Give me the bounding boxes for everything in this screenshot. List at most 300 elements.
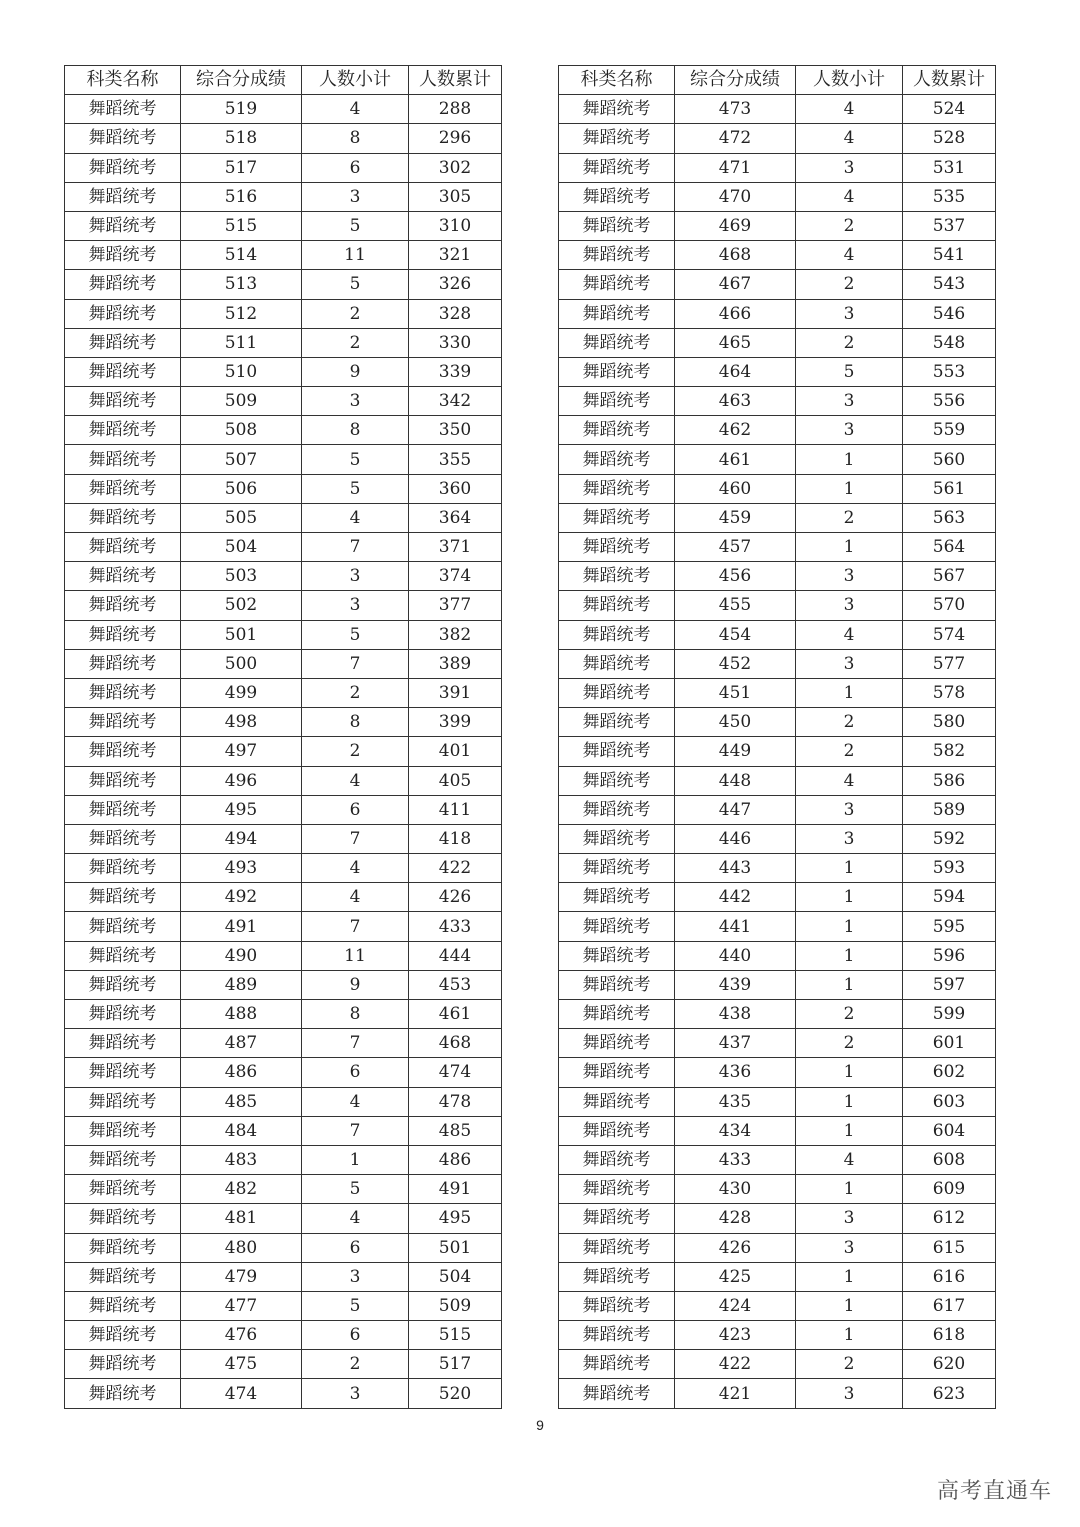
table-row xyxy=(559,1233,996,1262)
table-row xyxy=(65,591,502,620)
cell-category: 舞蹈统考 xyxy=(65,1204,181,1233)
cell-category: 舞蹈统考 xyxy=(559,124,675,153)
cell-count: 1 xyxy=(796,1175,903,1204)
cell-cumulative: 574 xyxy=(903,620,996,649)
cell-category: 舞蹈统考 xyxy=(559,737,675,766)
cell-count: 3 xyxy=(796,416,903,445)
table-row xyxy=(65,445,502,474)
cell-count: 4 xyxy=(302,766,409,795)
cell-count: 1 xyxy=(796,1291,903,1320)
cell-category: 舞蹈统考 xyxy=(65,1116,181,1145)
cell-score: 439 xyxy=(675,970,796,999)
cell-category: 舞蹈统考 xyxy=(65,591,181,620)
cell-category: 舞蹈统考 xyxy=(65,620,181,649)
cell-score: 510 xyxy=(181,357,302,386)
cell-score: 430 xyxy=(675,1175,796,1204)
cell-category: 舞蹈统考 xyxy=(65,1087,181,1116)
cell-count: 3 xyxy=(796,562,903,591)
cell-count: 3 xyxy=(796,299,903,328)
table-row xyxy=(559,416,996,445)
table-row xyxy=(65,649,502,678)
cell-category: 舞蹈统考 xyxy=(65,1291,181,1320)
cell-cumulative: 468 xyxy=(409,1029,502,1058)
table-row xyxy=(65,95,502,124)
cell-score: 437 xyxy=(675,1029,796,1058)
cell-cumulative: 355 xyxy=(409,445,502,474)
cell-score: 426 xyxy=(675,1233,796,1262)
cell-score: 517 xyxy=(181,153,302,182)
cell-category: 舞蹈统考 xyxy=(65,182,181,211)
cell-count: 1 xyxy=(796,1262,903,1291)
table-row xyxy=(559,1087,996,1116)
cell-count: 3 xyxy=(302,1379,409,1408)
cell-score: 515 xyxy=(181,211,302,240)
cell-score: 481 xyxy=(181,1204,302,1233)
cell-count: 4 xyxy=(796,124,903,153)
cell-count: 2 xyxy=(796,1350,903,1379)
cell-score: 503 xyxy=(181,562,302,591)
header-cumulative: 人数累计 xyxy=(409,66,502,95)
table-row xyxy=(559,1000,996,1029)
table-row xyxy=(559,153,996,182)
cell-category: 舞蹈统考 xyxy=(559,1116,675,1145)
cell-score: 487 xyxy=(181,1029,302,1058)
cell-cumulative: 618 xyxy=(903,1321,996,1350)
cell-count: 1 xyxy=(796,1087,903,1116)
cell-score: 462 xyxy=(675,416,796,445)
cell-count: 4 xyxy=(796,182,903,211)
cell-count: 2 xyxy=(796,503,903,532)
cell-count: 6 xyxy=(302,1321,409,1350)
table-header-row xyxy=(559,66,996,95)
cell-score: 456 xyxy=(675,562,796,591)
cell-category: 舞蹈统考 xyxy=(65,941,181,970)
cell-cumulative: 296 xyxy=(409,124,502,153)
cell-cumulative: 593 xyxy=(903,854,996,883)
cell-count: 4 xyxy=(302,95,409,124)
cell-category: 舞蹈统考 xyxy=(559,591,675,620)
cell-count: 2 xyxy=(302,678,409,707)
cell-cumulative: 342 xyxy=(409,387,502,416)
cell-count: 4 xyxy=(796,766,903,795)
cell-score: 464 xyxy=(675,357,796,386)
cell-count: 1 xyxy=(796,474,903,503)
cell-category: 舞蹈统考 xyxy=(65,1350,181,1379)
table-row xyxy=(559,795,996,824)
cell-count: 2 xyxy=(796,708,903,737)
cell-score: 519 xyxy=(181,95,302,124)
table-row xyxy=(559,211,996,240)
cell-category: 舞蹈统考 xyxy=(559,357,675,386)
cell-score: 448 xyxy=(675,766,796,795)
cell-cumulative: 586 xyxy=(903,766,996,795)
cell-category: 舞蹈统考 xyxy=(65,241,181,270)
cell-count: 5 xyxy=(302,445,409,474)
table-row xyxy=(559,124,996,153)
table-row xyxy=(559,1175,996,1204)
cell-category: 舞蹈统考 xyxy=(65,416,181,445)
table-body-right xyxy=(559,95,996,1408)
table-row xyxy=(559,591,996,620)
cell-score: 460 xyxy=(675,474,796,503)
cell-score: 474 xyxy=(181,1379,302,1408)
cell-cumulative: 478 xyxy=(409,1087,502,1116)
cell-count: 3 xyxy=(302,1262,409,1291)
cell-category: 舞蹈统考 xyxy=(65,357,181,386)
cell-score: 491 xyxy=(181,912,302,941)
cell-score: 454 xyxy=(675,620,796,649)
table-row xyxy=(559,387,996,416)
cell-category: 舞蹈统考 xyxy=(559,1058,675,1087)
cell-cumulative: 321 xyxy=(409,241,502,270)
table-row xyxy=(65,1291,502,1320)
cell-cumulative: 524 xyxy=(903,95,996,124)
cell-count: 9 xyxy=(302,970,409,999)
cell-score: 508 xyxy=(181,416,302,445)
cell-category: 舞蹈统考 xyxy=(559,182,675,211)
cell-category: 舞蹈统考 xyxy=(559,299,675,328)
cell-score: 486 xyxy=(181,1058,302,1087)
cell-cumulative: 609 xyxy=(903,1175,996,1204)
cell-count: 5 xyxy=(302,474,409,503)
table-row xyxy=(65,1058,502,1087)
cell-score: 472 xyxy=(675,124,796,153)
table-row xyxy=(559,1204,996,1233)
cell-count: 7 xyxy=(302,649,409,678)
cell-cumulative: 405 xyxy=(409,766,502,795)
cell-cumulative: 589 xyxy=(903,795,996,824)
cell-category: 舞蹈统考 xyxy=(65,211,181,240)
table-row xyxy=(559,182,996,211)
cell-count: 3 xyxy=(796,1204,903,1233)
cell-score: 465 xyxy=(675,328,796,357)
cell-category: 舞蹈统考 xyxy=(559,970,675,999)
cell-count: 2 xyxy=(302,1350,409,1379)
table-row xyxy=(65,1262,502,1291)
header-score: 综合分成绩 xyxy=(675,66,796,95)
cell-cumulative: 515 xyxy=(409,1321,502,1350)
cell-category: 舞蹈统考 xyxy=(559,95,675,124)
cell-count: 3 xyxy=(796,591,903,620)
table-row xyxy=(559,1379,996,1408)
cell-category: 舞蹈统考 xyxy=(65,912,181,941)
cell-count: 7 xyxy=(302,1029,409,1058)
cell-score: 506 xyxy=(181,474,302,503)
table-row xyxy=(559,1116,996,1145)
cell-score: 438 xyxy=(675,1000,796,1029)
cell-category: 舞蹈统考 xyxy=(559,708,675,737)
cell-cumulative: 364 xyxy=(409,503,502,532)
cell-category: 舞蹈统考 xyxy=(65,854,181,883)
cell-score: 476 xyxy=(181,1321,302,1350)
cell-category: 舞蹈统考 xyxy=(65,737,181,766)
table-row xyxy=(559,708,996,737)
cell-score: 475 xyxy=(181,1350,302,1379)
table-row xyxy=(559,1321,996,1350)
cell-cumulative: 620 xyxy=(903,1350,996,1379)
table-row xyxy=(559,678,996,707)
cell-score: 513 xyxy=(181,270,302,299)
table-row xyxy=(65,1116,502,1145)
cell-cumulative: 288 xyxy=(409,95,502,124)
cell-score: 421 xyxy=(675,1379,796,1408)
table-row xyxy=(65,766,502,795)
cell-cumulative: 418 xyxy=(409,824,502,853)
cell-score: 441 xyxy=(675,912,796,941)
table-row xyxy=(65,970,502,999)
cell-count: 2 xyxy=(302,328,409,357)
cell-count: 4 xyxy=(302,883,409,912)
cell-category: 舞蹈统考 xyxy=(65,445,181,474)
cell-score: 455 xyxy=(675,591,796,620)
cell-count: 11 xyxy=(302,241,409,270)
cell-cumulative: 360 xyxy=(409,474,502,503)
cell-cumulative: 310 xyxy=(409,211,502,240)
table-row xyxy=(65,153,502,182)
cell-score: 490 xyxy=(181,941,302,970)
cell-score: 442 xyxy=(675,883,796,912)
table-row xyxy=(65,241,502,270)
table-row xyxy=(65,883,502,912)
cell-score: 512 xyxy=(181,299,302,328)
cell-score: 435 xyxy=(675,1087,796,1116)
cell-score: 449 xyxy=(675,737,796,766)
cell-count: 2 xyxy=(796,328,903,357)
cell-cumulative: 517 xyxy=(409,1350,502,1379)
table-row xyxy=(559,883,996,912)
cell-count: 2 xyxy=(796,1029,903,1058)
cell-cumulative: 567 xyxy=(903,562,996,591)
table-row xyxy=(559,562,996,591)
table-row xyxy=(65,328,502,357)
cell-count: 1 xyxy=(796,1116,903,1145)
cell-count: 3 xyxy=(302,591,409,620)
cell-category: 舞蹈统考 xyxy=(559,883,675,912)
table-row xyxy=(559,503,996,532)
cell-cumulative: 535 xyxy=(903,182,996,211)
table-row xyxy=(559,912,996,941)
table-row xyxy=(65,912,502,941)
cell-score: 482 xyxy=(181,1175,302,1204)
table-row xyxy=(65,357,502,386)
cell-category: 舞蹈统考 xyxy=(559,766,675,795)
cell-cumulative: 305 xyxy=(409,182,502,211)
cell-count: 1 xyxy=(796,1321,903,1350)
table-row xyxy=(65,124,502,153)
cell-cumulative: 592 xyxy=(903,824,996,853)
cell-category: 舞蹈统考 xyxy=(559,562,675,591)
cell-category: 舞蹈统考 xyxy=(559,1029,675,1058)
table-row xyxy=(559,941,996,970)
cell-category: 舞蹈统考 xyxy=(65,649,181,678)
cell-score: 477 xyxy=(181,1291,302,1320)
cell-count: 6 xyxy=(302,795,409,824)
table-row xyxy=(65,533,502,562)
table-row xyxy=(65,1321,502,1350)
cell-cumulative: 302 xyxy=(409,153,502,182)
cell-score: 457 xyxy=(675,533,796,562)
cell-cumulative: 486 xyxy=(409,1145,502,1174)
cell-cumulative: 563 xyxy=(903,503,996,532)
table-row xyxy=(65,620,502,649)
cell-category: 舞蹈统考 xyxy=(65,795,181,824)
page-number: 9 xyxy=(536,1417,544,1433)
table-row xyxy=(65,1350,502,1379)
cell-cumulative: 491 xyxy=(409,1175,502,1204)
cell-category: 舞蹈统考 xyxy=(65,1175,181,1204)
cell-category: 舞蹈统考 xyxy=(65,883,181,912)
cell-count: 3 xyxy=(302,562,409,591)
cell-category: 舞蹈统考 xyxy=(65,1000,181,1029)
cell-category: 舞蹈统考 xyxy=(65,970,181,999)
table-row xyxy=(65,562,502,591)
cell-category: 舞蹈统考 xyxy=(559,941,675,970)
cell-cumulative: 509 xyxy=(409,1291,502,1320)
cell-cumulative: 391 xyxy=(409,678,502,707)
cell-category: 舞蹈统考 xyxy=(559,1321,675,1350)
cell-category: 舞蹈统考 xyxy=(65,533,181,562)
cell-cumulative: 426 xyxy=(409,883,502,912)
cell-cumulative: 474 xyxy=(409,1058,502,1087)
table-row xyxy=(559,328,996,357)
table-row xyxy=(559,824,996,853)
cell-cumulative: 453 xyxy=(409,970,502,999)
cell-count: 1 xyxy=(302,1145,409,1174)
cell-category: 舞蹈统考 xyxy=(65,1379,181,1408)
cell-score: 488 xyxy=(181,1000,302,1029)
cell-count: 1 xyxy=(796,970,903,999)
cell-cumulative: 520 xyxy=(409,1379,502,1408)
cell-score: 434 xyxy=(675,1116,796,1145)
table-row xyxy=(559,766,996,795)
cell-count: 5 xyxy=(302,620,409,649)
table-row xyxy=(559,737,996,766)
cell-count: 4 xyxy=(302,854,409,883)
cell-category: 舞蹈统考 xyxy=(559,387,675,416)
cell-cumulative: 594 xyxy=(903,883,996,912)
cell-cumulative: 411 xyxy=(409,795,502,824)
cell-category: 舞蹈统考 xyxy=(559,270,675,299)
cell-score: 489 xyxy=(181,970,302,999)
cell-category: 舞蹈统考 xyxy=(559,1087,675,1116)
cell-count: 4 xyxy=(302,503,409,532)
cell-count: 3 xyxy=(302,387,409,416)
cell-cumulative: 603 xyxy=(903,1087,996,1116)
cell-score: 422 xyxy=(675,1350,796,1379)
cell-count: 7 xyxy=(302,824,409,853)
cell-score: 433 xyxy=(675,1145,796,1174)
cell-category: 舞蹈统考 xyxy=(65,766,181,795)
cell-cumulative: 528 xyxy=(903,124,996,153)
cell-cumulative: 578 xyxy=(903,678,996,707)
cell-category: 舞蹈统考 xyxy=(559,854,675,883)
cell-count: 3 xyxy=(302,182,409,211)
cell-cumulative: 504 xyxy=(409,1262,502,1291)
cell-count: 4 xyxy=(302,1087,409,1116)
cell-score: 507 xyxy=(181,445,302,474)
cell-count: 8 xyxy=(302,1000,409,1029)
table-row xyxy=(65,678,502,707)
table-row xyxy=(65,1379,502,1408)
cell-count: 3 xyxy=(796,153,903,182)
cell-category: 舞蹈统考 xyxy=(65,1233,181,1262)
cell-score: 511 xyxy=(181,328,302,357)
cell-cumulative: 623 xyxy=(903,1379,996,1408)
cell-cumulative: 612 xyxy=(903,1204,996,1233)
cell-count: 3 xyxy=(796,649,903,678)
cell-cumulative: 561 xyxy=(903,474,996,503)
cell-category: 舞蹈统考 xyxy=(559,211,675,240)
cell-category: 舞蹈统考 xyxy=(559,241,675,270)
cell-count: 3 xyxy=(796,1379,903,1408)
table-header-row xyxy=(65,66,502,95)
table-row xyxy=(559,1058,996,1087)
cell-score: 463 xyxy=(675,387,796,416)
table-row xyxy=(559,970,996,999)
cell-cumulative: 553 xyxy=(903,357,996,386)
table-body-left xyxy=(65,95,502,1408)
cell-category: 舞蹈统考 xyxy=(559,1204,675,1233)
header-count: 人数小计 xyxy=(796,66,903,95)
table-row xyxy=(559,270,996,299)
cell-category: 舞蹈统考 xyxy=(65,562,181,591)
cell-cumulative: 560 xyxy=(903,445,996,474)
cell-score: 499 xyxy=(181,678,302,707)
cell-count: 7 xyxy=(302,533,409,562)
cell-count: 5 xyxy=(302,211,409,240)
cell-score: 450 xyxy=(675,708,796,737)
cell-category: 舞蹈统考 xyxy=(559,445,675,474)
table-row xyxy=(65,854,502,883)
cell-score: 479 xyxy=(181,1262,302,1291)
cell-cumulative: 339 xyxy=(409,357,502,386)
cell-score: 428 xyxy=(675,1204,796,1233)
cell-score: 446 xyxy=(675,824,796,853)
table-row xyxy=(65,1000,502,1029)
cell-score: 469 xyxy=(675,211,796,240)
cell-count: 1 xyxy=(796,854,903,883)
header-category: 科类名称 xyxy=(65,66,181,95)
cell-category: 舞蹈统考 xyxy=(559,1233,675,1262)
cell-count: 5 xyxy=(302,270,409,299)
table-row xyxy=(559,445,996,474)
table-row xyxy=(65,1233,502,1262)
cell-count: 1 xyxy=(796,533,903,562)
table-row xyxy=(65,387,502,416)
cell-category: 舞蹈统考 xyxy=(65,824,181,853)
cell-score: 497 xyxy=(181,737,302,766)
cell-cumulative: 615 xyxy=(903,1233,996,1262)
cell-cumulative: 326 xyxy=(409,270,502,299)
cell-score: 468 xyxy=(675,241,796,270)
cell-count: 8 xyxy=(302,708,409,737)
table-row xyxy=(65,737,502,766)
cell-cumulative: 546 xyxy=(903,299,996,328)
cell-score: 466 xyxy=(675,299,796,328)
cell-cumulative: 570 xyxy=(903,591,996,620)
table-row xyxy=(65,416,502,445)
cell-cumulative: 531 xyxy=(903,153,996,182)
cell-score: 498 xyxy=(181,708,302,737)
cell-count: 6 xyxy=(302,153,409,182)
table-row xyxy=(65,1087,502,1116)
table-row xyxy=(559,533,996,562)
cell-count: 1 xyxy=(796,1058,903,1087)
table-row xyxy=(559,95,996,124)
cell-category: 舞蹈统考 xyxy=(559,416,675,445)
cell-count: 4 xyxy=(796,1145,903,1174)
cell-category: 舞蹈统考 xyxy=(559,503,675,532)
